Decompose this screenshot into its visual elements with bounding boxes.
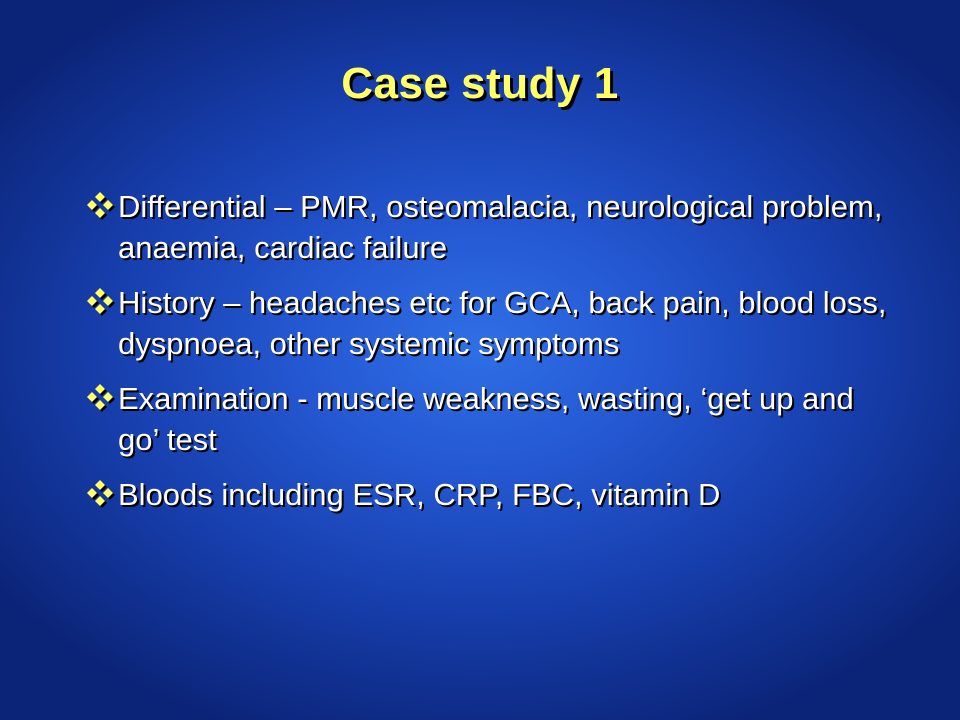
bullet-list bbox=[82, 186, 902, 529]
diamond-bullet-icon bbox=[86, 479, 114, 507]
diamond-bullet-icon bbox=[86, 383, 114, 411]
bullet-item-bloods bbox=[82, 474, 902, 515]
bullet-text: Differential – PMR, osteomalacia, neurological problem, anaemia, cardiac failure bbox=[118, 189, 883, 265]
bullet-item-history bbox=[82, 282, 902, 364]
bullet-item-examination bbox=[82, 378, 902, 460]
slide-title: Case study 1 bbox=[341, 59, 619, 108]
bullet-text: History – headaches etc for GCA, back pain, blood loss, dyspnoea, other systemic symptoms bbox=[118, 285, 887, 361]
diamond-bullet-icon bbox=[86, 191, 114, 219]
bullet-text: Examination - muscle weakness, wasting, ‘get up and go’ test bbox=[118, 381, 854, 457]
bullet-item-differential bbox=[82, 186, 902, 268]
diamond-bullet-icon bbox=[86, 287, 114, 315]
bullet-text: Bloods including ESR, CRP, FBC, vitamin D bbox=[118, 477, 721, 512]
